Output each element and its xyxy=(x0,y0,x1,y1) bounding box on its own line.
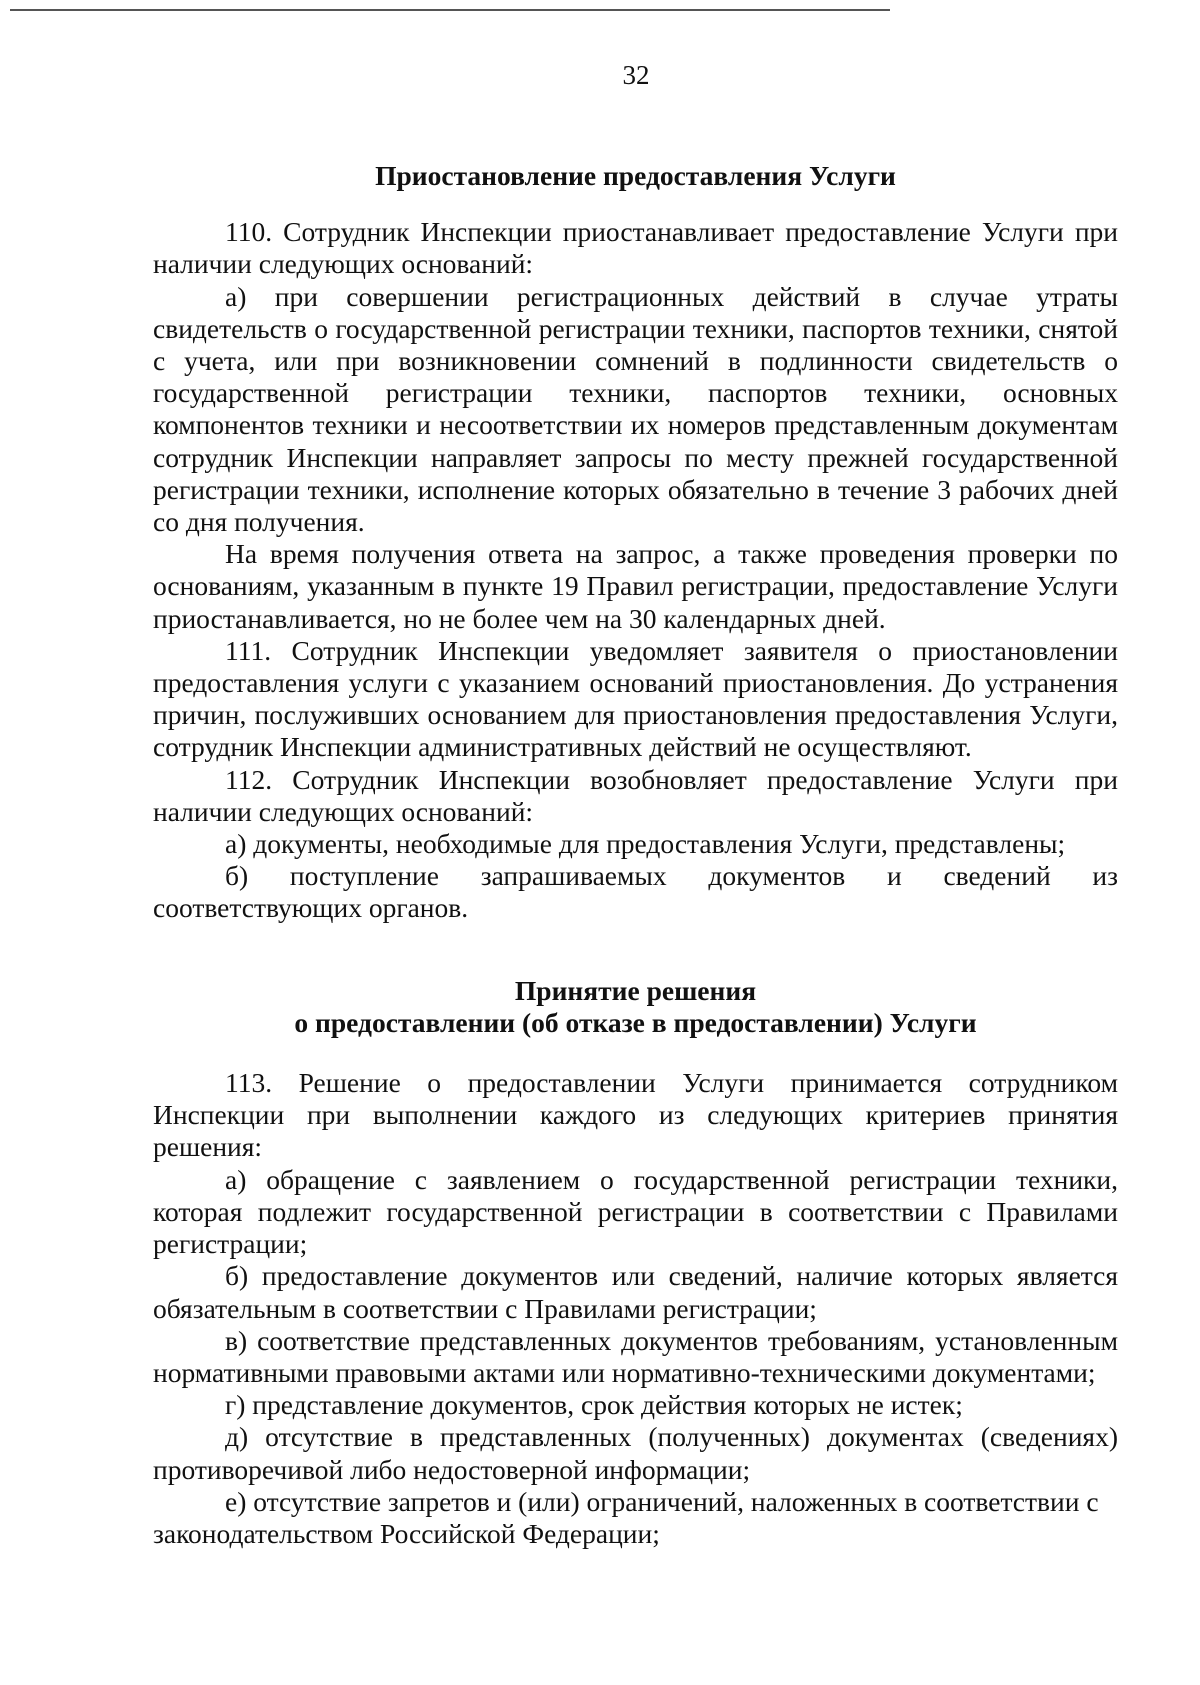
paragraph-113: 113. Решение о предоставлении Услуги принимается сотрудником Инспекции при выполнении каждого из следующих критериев принятия решения: xyxy=(153,1067,1118,1163)
paragraph-113-g: г) представление документов, срок действия которых не истек; xyxy=(225,1389,963,1421)
paragraph-111: 111. Сотрудник Инспекции уведомляет заявителя о приостановлении предоставления услуги с указанием оснований приостановления. До устранения причин, послуживших основанием для приостановления предоставления Услуги, сотрудник Инспекции административных действий не осуществляют. xyxy=(153,634,1118,763)
page-number: 32 xyxy=(622,60,650,90)
section-heading-decision xyxy=(153,975,1118,1039)
paragraph-112-a: а) документы, необходимые для предоставления Услуги, представлены; xyxy=(225,828,1066,860)
document-body xyxy=(153,160,1118,1550)
paragraph-113-d: д) отсутствие в представленных (полученных) документах (сведениях) противоречивой либо недостоверной информации; xyxy=(153,1421,1118,1485)
paragraph-110-a: а) при совершении регистрационных действий в случае утраты свидетельств о государственной регистрации техники, паспортов техники, снятой с учета, или при возникновении сомнений в подлинности свидетельств о государственной регистрации техники, паспортов техники, основных компонентов техники и несоответствии их номеров представленным документам сотрудник Инспекции направляет запросы по месту прежней государственной регистрации техники, исполнение которых обязательно в течение 3 рабочих дней со дня получения. xyxy=(153,280,1118,538)
paragraph-113-b: б) предоставление документов или сведений, наличие которых является обязательным в соответствии с Правилами регистрации; xyxy=(153,1260,1118,1324)
paragraph-112-b: б) поступление запрашиваемых документов и сведений из соответствующих органов. xyxy=(153,860,1118,924)
paragraph-113-e: е) отсутствие запретов и (или) ограничений, наложенных в соответствии с законодательством Российской Федерации; xyxy=(153,1485,1099,1549)
paragraph-110: 110. Сотрудник Инспекции приостанавливает предоставление Услуги при наличии следующих оснований: xyxy=(153,216,1118,280)
paragraph-112: 112. Сотрудник Инспекции возобновляет предоставление Услуги при наличии следующих оснований: xyxy=(153,763,1118,827)
paragraph-110-note: На время получения ответа на запрос, а также проведения проверки по основаниям, указанным в пункте 19 Правил регистрации, предоставление Услуги приостанавливается, но не более чем на 30 календарных дней. xyxy=(153,538,1118,634)
paragraph-113-v: в) соответствие представленных документов требованиям, установленным нормативными правовыми актами или нормативно-техническими документами; xyxy=(153,1324,1118,1388)
paragraph-113-a: а) обращение с заявлением о государственной регистрации техники, которая подлежит государственной регистрации в соответствии с Правилами регистрации; xyxy=(153,1163,1118,1260)
section-heading-decision-line1: Принятие решения xyxy=(514,974,757,1006)
section-heading-decision-line2: о предоставлении (об отказе в предоставлении) Услуги xyxy=(294,1006,977,1038)
section-heading-suspension: Приостановление предоставления Услуги xyxy=(375,160,896,191)
top-rule xyxy=(10,9,890,11)
